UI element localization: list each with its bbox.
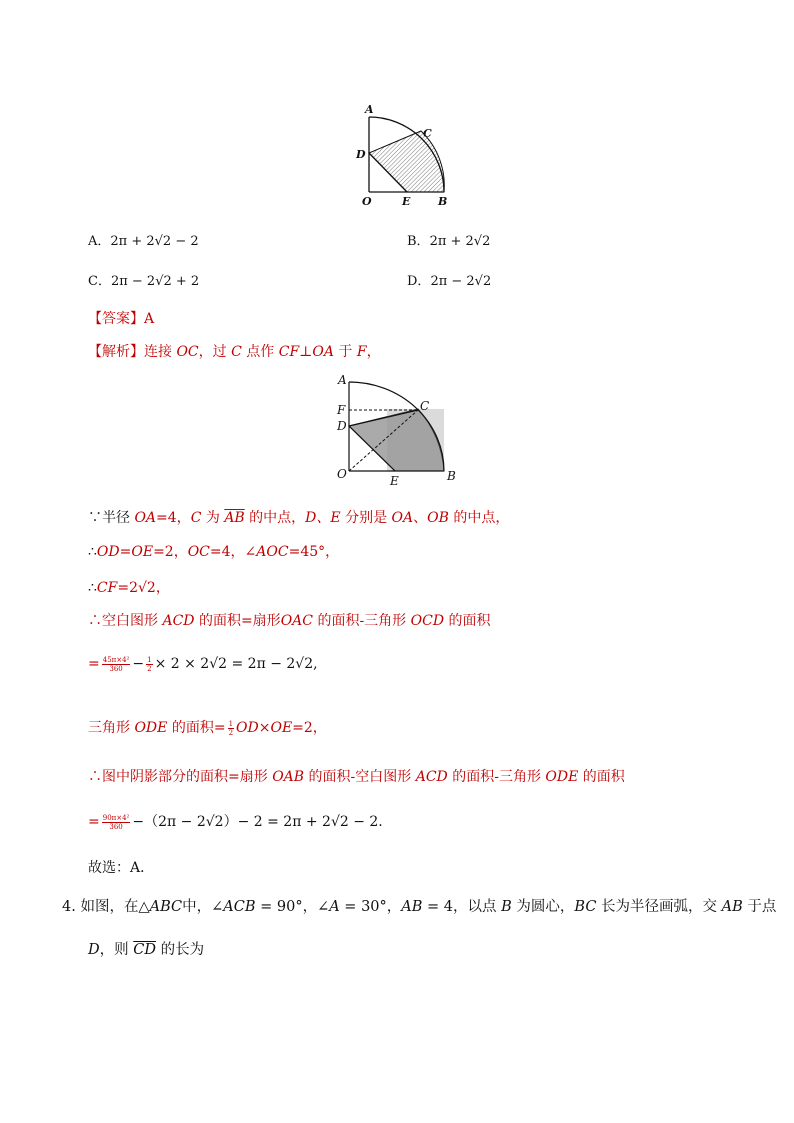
answer-line [88,309,154,329]
step-6: 三角形 ODE 的面积= $\frac{1}{2}$ OD×OE=2， [88,719,327,737]
label2-B: B [447,469,456,483]
label2-D: D [337,419,347,433]
label2-A: A [338,373,347,387]
question-4-line-2: D，则 $\overline{CD}$ 的长为 [88,942,205,958]
option-a[interactable]: A．2π + 2√2 − 2 [88,234,199,249]
step-5: = $\frac{\text{45π×4²}}{360}$ − $\frac{1}{2}$ × 2 × 2√2 = 2π − 2√2, [88,655,318,673]
label-A: A [365,103,374,116]
option-d[interactable]: D．2π − 2√2 [407,274,492,289]
step-2: ∴OD=OE=2，OC=4，∠AOC=45°， [88,544,340,560]
step-4: ∴空白图形 ACD 的面积=扇形OAC 的面积-三角形 OCD 的面积 [88,613,491,629]
label-D: D [356,148,366,161]
option-c[interactable]: C．2π − 2√2 + 2 [88,274,200,289]
step-9: 故选：A． [88,860,155,876]
label2-C: C [420,399,430,413]
answer-tag: 【答案】 [88,311,144,327]
step-8: = $\frac{\text{90π×4²}}{360}$ −（2π − 2√2）− 2 = 2π + 2√2 − 2. [88,813,383,831]
label-B: B [438,195,448,208]
label2-F: F [337,403,346,417]
label2-O: O [337,467,347,481]
label-E: E [402,195,411,208]
step-7: ∴图中阴影部分的面积=扇形 OAB 的面积-空白图形 ACD 的面积-三角形 ODE 的面积 [88,769,625,785]
shaded-region [369,131,444,192]
step-3: ∴CF=2√2， [88,580,170,596]
step-1: ∵半径 OA=4，C 为 $\overline{AB}$ 的中点，D、E 分别是 OA、OB 的中点， [88,510,510,526]
analysis-intro: 【解析】连接 OC，过 C 点作 CF⊥OA 于 F， [88,344,381,360]
option-b[interactable]: B．2π + 2√2 [407,234,491,249]
question-4-line-1: 4. 如图，在△ABC中，∠ACB = 90°，∠A = 30°，AB = 4，以点 B 为圆心，BC 长为半径画弧，交 AB 于点 [62,899,777,915]
label-O: O [362,195,372,208]
answer-value: A [144,311,155,327]
figure-quarter-circle [350,100,460,212]
label2-E: E [390,474,399,488]
figure-analysis [330,372,465,490]
label-C: C [423,127,432,140]
